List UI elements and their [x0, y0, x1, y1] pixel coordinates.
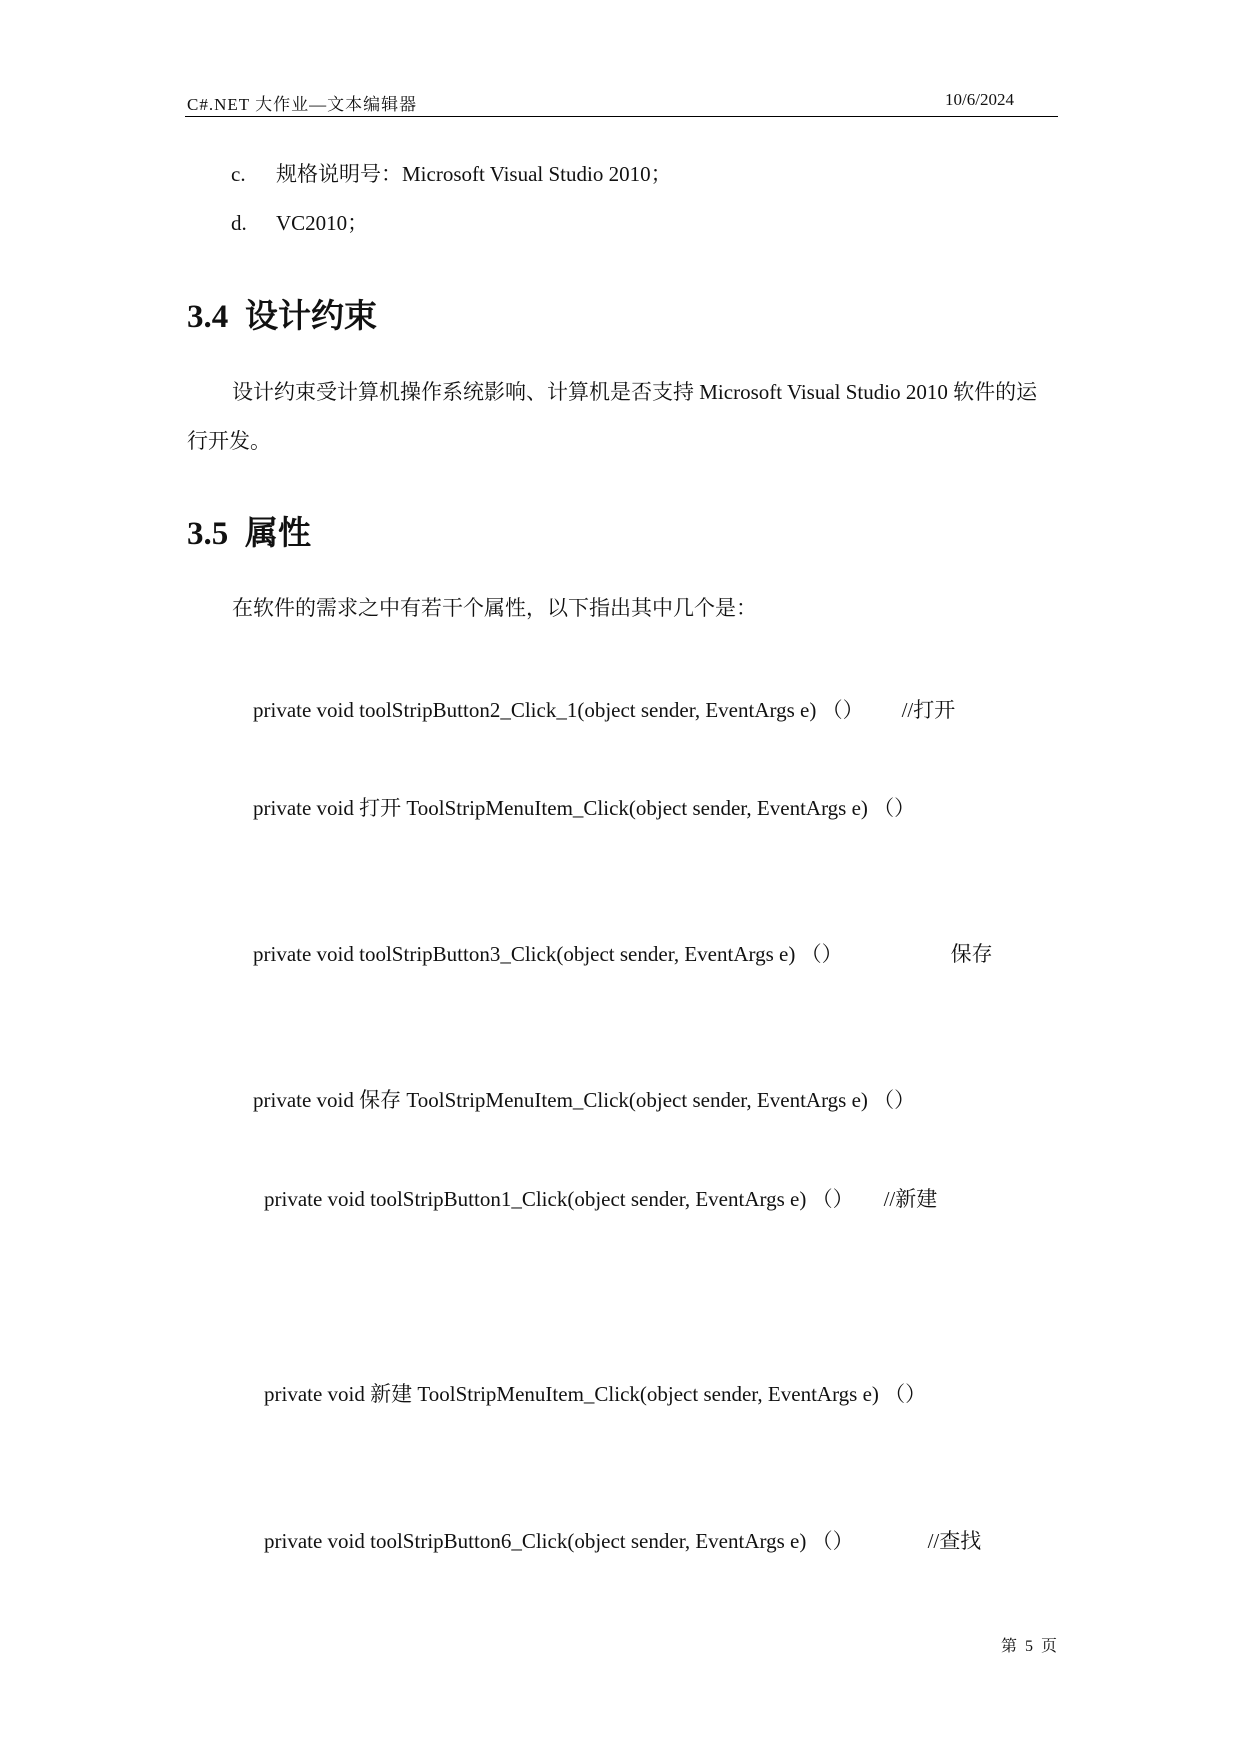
code-text: private void toolStripButton2_Click_1(object sender, EventArgs e) （） [253, 698, 864, 722]
list-item [231, 213, 247, 234]
section-title: 设计约束 [245, 299, 377, 335]
paragraph: 设计约束受计算机操作系统影响、计算机是否支持 Microsoft Visual Studio 2010 软件的运行开发。 [187, 380, 1038, 453]
code-comment: //打开 [901, 698, 956, 722]
code-text: private void 新建 ToolStripMenuItem_Click(object sender, EventArgs e) （） [264, 1382, 927, 1406]
list-item [231, 164, 246, 185]
code-line [264, 1525, 981, 1555]
list-item-text: VC2010； [276, 211, 369, 235]
code-text: private void 保存 ToolStripMenuItem_Click(object sender, EventArgs e) （） [253, 1088, 916, 1112]
code-comment: //查找 [927, 1529, 982, 1553]
header-title: C#.NET 大作业—文本编辑器 [187, 95, 418, 114]
code-line [253, 938, 993, 968]
page-number: 第 5 页 [1001, 1638, 1060, 1655]
intro-text: 在软件的需求之中有若干个属性，以下指出其中几个是： [232, 596, 757, 620]
list-item-text: 规格说明号：Microsoft Visual Studio 2010； [276, 162, 672, 186]
section-title: 属性 [245, 516, 311, 552]
code-line [253, 792, 915, 822]
section-heading [187, 507, 311, 554]
header-rule [185, 116, 1058, 117]
section-heading [187, 290, 377, 337]
list-item-label: d. [231, 211, 247, 235]
list-item-label: c. [231, 162, 246, 186]
header-date: 10/6/2024 [945, 90, 1014, 109]
code-line [264, 1183, 937, 1213]
code-text: private void toolStripButton1_Click(object sender, EventArgs e) （） [264, 1187, 854, 1211]
section-number: 3.4 [187, 299, 229, 335]
code-comment: 保存 [950, 942, 993, 966]
code-text: private void toolStripButton6_Click(object sender, EventArgs e) （） [264, 1529, 854, 1553]
code-comment: //新建 [883, 1187, 938, 1211]
code-line [253, 1084, 915, 1114]
section-number: 3.5 [187, 516, 229, 552]
code-line [253, 694, 955, 724]
code-line [264, 1378, 926, 1408]
code-text: private void 打开 ToolStripMenuItem_Click(object sender, EventArgs e) （） [253, 796, 916, 820]
code-text: private void toolStripButton3_Click(object sender, EventArgs e) （） [253, 942, 843, 966]
